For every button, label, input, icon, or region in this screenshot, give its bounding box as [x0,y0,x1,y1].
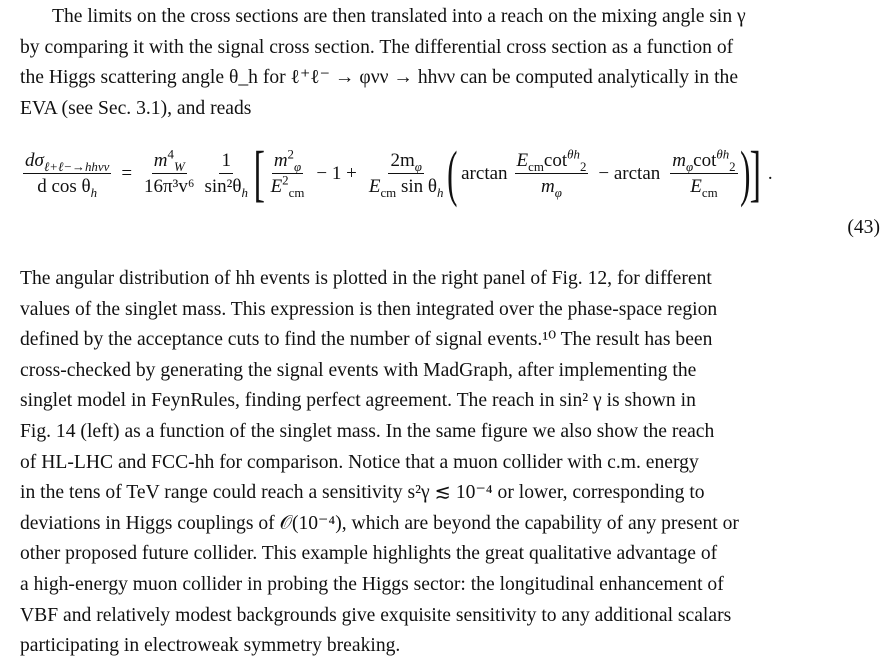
arctan-arg-1: $\frac{E_{cm}\cot^{\theta h}_2}{m_\varphi}$ [516,146,587,200]
text-line: values of the singlet mass. This expression is then integrated over the phase-space region [20,298,718,320]
coefficient-fraction: $\frac{2m_\varphi}{E_{cm} \sin \theta_h}$ [368,150,444,200]
equation-row [20,134,882,214]
text-line: by comparing it with the signal cross section. The differential cross section as a function of [20,36,734,58]
paragraph-results [20,264,882,662]
text-line: The limits on the cross sections are then translated into a reach on the mixing angle sin γ [52,6,746,27]
minus-one-plus: − 1 + [316,163,357,184]
text-line: participating in electroweak symmetry breaking. [20,635,401,657]
mass-ratio-fraction: $\frac{m^2_\varphi}{E^2_{cm}}$ [270,146,305,200]
right-paren: ) [739,140,751,208]
text-line: The angular distribution of hh events is plotted in the right panel of Fig. 12, for different [20,268,712,289]
text-line: the Higgs scattering angle θ_h for ℓ⁺ℓ⁻ → φνν → hhνν can be computed analytically in the [20,67,739,89]
text-line: defined by the acceptance cuts to find the number of signal events.¹⁰ The result has been [20,329,713,351]
prefactor-fraction: $\frac{m^4_W}{\text{16π³v⁶}}$ [144,146,195,197]
text-line: a high-energy muon collider in probing the Higgs sector: the longitudinal enhancement of [20,573,724,595]
equals-sign: = [121,163,133,184]
text-line: singlet model in FeynRules, finding perfect agreement. The reach in sin² γ is shown in [20,390,696,412]
text-line: Fig. 14 (left) as a function of the singlet mass. In the same figure we also show the reach [20,420,715,442]
text-line: EVA (see Sec. 3.1), and reads [20,97,252,119]
equation-number: (43) [847,217,880,238]
text-line: deviations in Higgs couplings of 𝒪(10⁻⁴), which are beyond the capability of any present or [20,512,739,534]
paragraph-intro [20,2,882,124]
text-line: cross-checked by generating the signal events with MadGraph, after implementing the [20,359,697,381]
equation-period: . [767,163,773,184]
minus-arctan: − arctan [598,163,661,184]
text-line: of HL-LHC and FCC-hh for comparison. Notice that a muon collider with c.m. energy [20,451,699,473]
arctan-arg-2: $\frac{m_\varphi\cot^{\theta h}_2}{E_{cm}}$ [672,146,736,200]
text-line: in the tens of TeV range could reach a sensitivity s²γ ≲ 10⁻⁴ or lower, corresponding to [20,482,705,504]
lhs-fraction: $\frac{d\sigma_{\ell+\ell-\to hh\nu\nu}}{d \cos \theta_h}$ [25,150,110,200]
text-line: other proposed future collider. This example highlights the great qualitative advantage of [20,543,718,565]
left-bracket: [ [253,140,265,208]
arctan-1: arctan [461,163,508,184]
sine-fraction: $\frac{1}{\sin^2\theta_h}$ [204,150,248,200]
equation-43 [20,134,882,238]
text-line: VBF and relatively modest backgrounds give exquisite sensitivity to any additional scalars [20,604,732,626]
right-bracket: ] [749,140,762,208]
left-paren: ( [447,140,458,208]
